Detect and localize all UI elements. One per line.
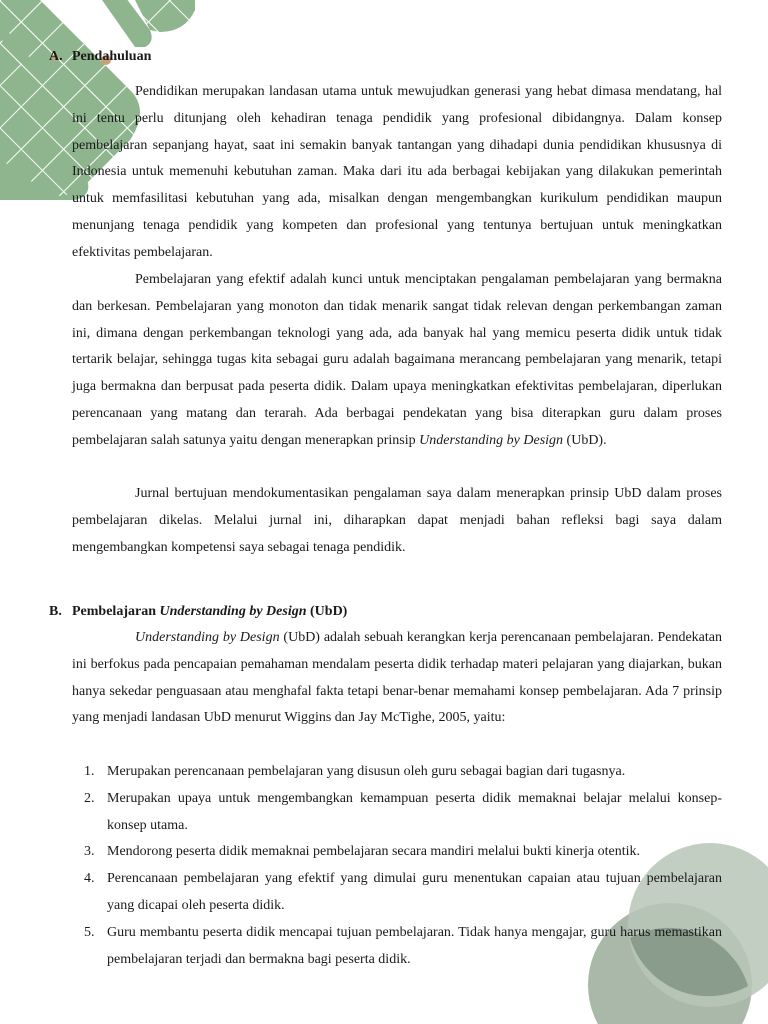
list-item-number: 2. [84,790,95,806]
section-b-title-start: Pembelajaran [72,604,160,619]
intro-text: (UbD) adalah sebuah kerangkan kerja perencanaan pembelajaran. Pendekatan ini berfokus pada pencapaian pemahaman mendalam peserta didik terhadap materi pelajaran yang diajarkan, bukan hanya sekedar penguasaan atau menghafal fakta tetapi benar-benar memahami konsep pembelajaran. Ada 7 prinsip yang menjadi landasan UbD menurut Wiggins dan Jay McTighe, 2005, yaitu: [72,630,722,726]
list-item [72,920,722,974]
section-a-number: A. [49,49,63,64]
section-b-heading [49,602,347,622]
list-item [72,839,722,866]
intro-italic-term: Understanding by Design [135,630,280,645]
list-item-text: Merupakan perencanaan pembelajaran yang disusun oleh guru sebagai bagian dari tugasnya. [107,764,626,779]
section-b-title-end: (UbD) [306,604,348,619]
section-b-intro [72,625,722,732]
paragraph-2-end: (UbD). [563,432,607,448]
list-item-number: 5. [84,924,95,940]
section-a-heading [49,47,151,67]
list-item-number: 4. [84,871,95,887]
section-a-paragraph-2 [72,267,722,455]
list-item-number: 1. [84,764,95,779]
list-item-text: Merupakan upaya untuk mengembangkan kemampuan peserta didik memaknai belajar melalui konsep-konsep utama. [107,790,722,833]
paragraph-2-text: Pembelajaran yang efektif adalah kunci untuk menciptakan pengalaman pembelajaran yang bermakna dan berkesan. Pembelajaran yang monoton dan tidak menarik sangat tidak relevan dengan perkembangan zaman ini, dimana dengan perkembangan teknologi yang ada, ada banyak hal yang memicu peserta didik untuk tidak tertarik belajar, sehingga tugas kita sebagai guru adalah bagaimana merancang pembelajaran yang menarik, tetapi juga bermakna dan berpusat pada peserta didik. Dalam upaya meningkatkan efektivitas pembelajaran, diperlukan perencanaan yang matang dan terarah. Ada berbagai pendekatan yang bisa diterapkan guru dalam proses pembelajaran salah satunya yaitu dengan menerapkan prinsip [72,272,722,448]
list-item-number: 3. [84,844,95,860]
list-item-text: Perencanaan pembelajaran yang efektif yang dimulai guru menentukan capaian atau tujuan pembelajaran yang dicapai oleh peserta didik. [107,871,722,913]
section-a-title: Pendahuluan [72,49,152,64]
ubd-principles-list [72,759,722,973]
section-b-title-italic: Understanding by Design [159,604,307,619]
list-item-text: Guru membantu peserta didik mencapai tujuan pembelajaran. Tidak hanya mengajar, guru harus memastikan pembelajaran terjadi dan bermakna bagi peserta didik. [107,924,722,967]
list-item [72,866,722,920]
list-item-text: Mendorong peserta didik memaknai pembelajaran secara mandiri melalui bukti kinerja otentik. [107,844,640,860]
paragraph-2-italic-term: Understanding by Design [419,432,564,448]
section-a-paragraph-3: Jurnal bertujuan mendokumentasikan pengalaman saya dalam menerapkan prinsip UbD dalam proses pembelajaran dikelas. Melalui jurnal ini, diharapkan dapat menjadi bahan refleksi bagi saya dalam mengembangkan kompetensi saya sebagai tenaga pendidik. [72,486,722,555]
section-b-number: B. [49,604,62,619]
list-item [72,786,722,840]
list-item [72,759,722,786]
section-a-paragraph-1: Pendidikan merupakan landasan utama untuk mewujudkan generasi yang hebat dimasa mendatang, hal ini tentu perlu ditunjang oleh kehadiran tenaga pendidik yang profesional dibidangnya. Dalam konsep pembelajaran sepanjang hayat, saat ini semakin banyak tantangan yang dihadapi dunia pendidikan khususnya di Indonesia untuk memenuhi kebutuhan zaman. Maka dari itu ada berbagai kebijakan yang dilakukan pemerintah untuk memfasilitasi kebutuhan yang ada, misalkan dengan mengembangkan kurikulum pendidikan maupun menunjang tenaga pendidik yang kompeten dan profesional yang tentunya bertujuan untuk meningkatkan efektivitas pembelajaran. [72,84,722,260]
